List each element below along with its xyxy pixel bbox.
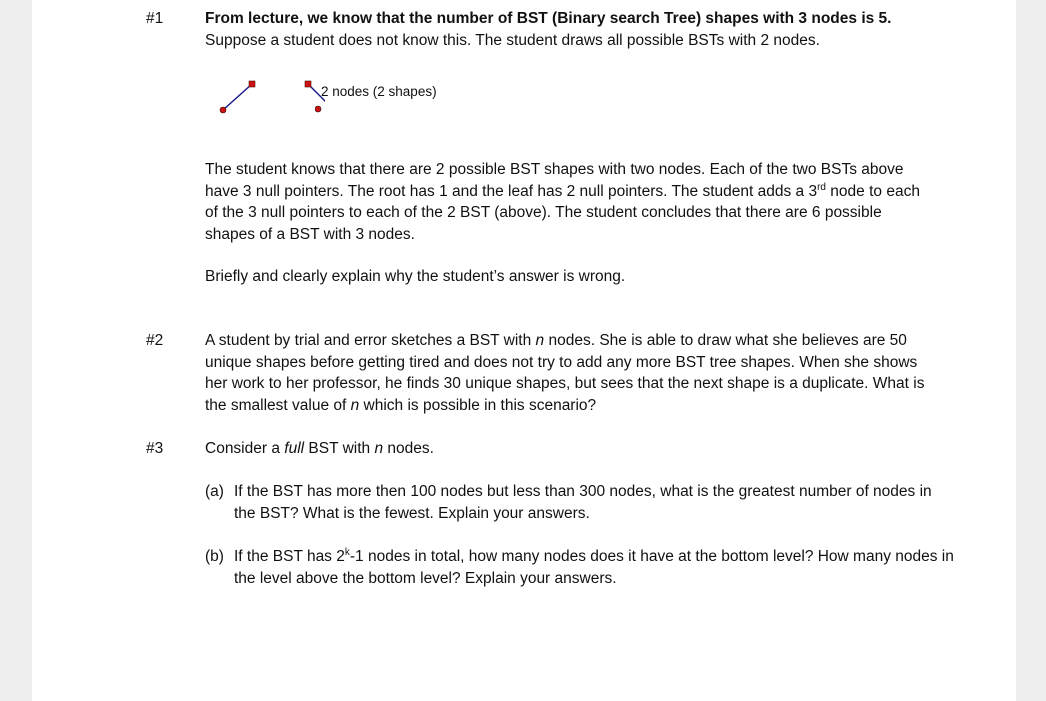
- question-3a: [205, 481, 954, 524]
- bst-shape-left: [220, 81, 255, 113]
- question-1-explain: Briefly and clearly explain why the student’s answer is wrong.: [205, 268, 626, 285]
- question-2-text: [205, 330, 925, 416]
- q3b-text-b: -1 nodes in total, how many nodes does it have at the bottom level? How many nodes in the level above the bottom level? Explain your answers.: [234, 548, 954, 587]
- question-3-number: #3: [146, 440, 164, 457]
- q3-text-b: BST with: [304, 440, 375, 457]
- question-2-number: #2: [146, 332, 164, 349]
- paragraph-text-a: The student knows that there are 2 possible BST shapes with two nodes. Each of the two BSTs above have 3 null pointers. The root has 1 and the leaf has 2 null pointers. The student adds a 3: [205, 161, 904, 200]
- question-3b: [205, 546, 954, 589]
- figure-label: 2 nodes (2 shapes): [321, 84, 437, 99]
- q3-variable-n: n: [374, 440, 384, 457]
- question-3-text: [205, 438, 925, 460]
- document-page: [32, 0, 1016, 701]
- q3-text-c: nodes.: [383, 440, 434, 457]
- q3a-label: (a): [205, 483, 224, 500]
- question-1-line2: Suppose a student does not know this. The student draws all possible BSTs with 2 nodes.: [205, 31, 820, 49]
- q2-text-b: nodes. She is able to draw what she believes are 50 unique shapes before getting tired and does not try to add any more BST tree shapes. When she shows her work to her professor, he finds 30 unique shapes, but sees that the next shape is a duplicate. What is the smallest value of: [205, 332, 925, 414]
- q2-text-a: A student by trial and error sketches a BST with: [205, 332, 536, 349]
- ordinal-superscript: rd: [817, 181, 826, 193]
- question-1-intro: [205, 8, 925, 51]
- q3b-label: (b): [205, 548, 224, 565]
- paragraph-text-b: node to each of the 3 null pointers to each of the 2 BST (above). The student concludes that there are 6 possible shapes of a BST with 3 nodes.: [205, 182, 920, 243]
- q3-full: full: [284, 440, 305, 457]
- question-1-number: #1: [146, 10, 164, 27]
- question-1-heading: From lecture, we know that the number of BST (Binary search Tree) shapes with 3 nodes is 5.: [205, 10, 892, 27]
- q2-text-c: which is possible in this scenario?: [359, 396, 597, 414]
- q3a-text: If the BST has more then 100 nodes but less than 300 nodes, what is the greatest number of nodes in the BST? What is the fewest. Explain your answers.: [234, 483, 932, 522]
- q2-variable-n-2: n: [350, 396, 360, 414]
- q3b-superscript: k: [344, 547, 350, 558]
- q3-text-a: Consider a: [205, 440, 285, 457]
- two-node-bst-diagram: [215, 76, 325, 116]
- question-1-paragraph: [205, 159, 925, 245]
- q2-variable-n: n: [535, 332, 545, 349]
- q3b-text-a: If the BST has 2: [234, 548, 345, 565]
